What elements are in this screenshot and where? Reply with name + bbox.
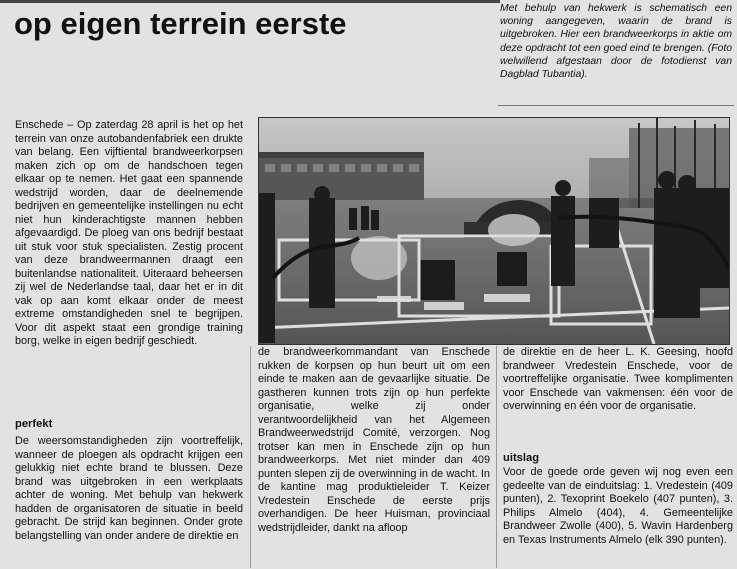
headline: op eigen terrein eerste — [14, 6, 347, 41]
column-divider — [496, 346, 497, 568]
article-photo — [258, 117, 730, 345]
column-2-paragraph: de brandweerkommandant van Enschede rukken de korpsen op hun beurt uit om een einde te maken aan de gevaarlijke situatie. De gastheren kunnen trots zijn op hun perfekte organisatie, welke zij onder verantwoordelijkheid van het Algemeen Brandweerwedstrijd Comité, verzorgen. Nog trotser kan men in Enschede zijn op hun brandweerkorps. Met niet minder dan 409 punten slepen zij de overwinning in de wacht. In de kantine mag produktieleider T. Keizer Vredestein Enschede de eerste prijs overhandigen. De heer Huisman, provinciaal wedstrijdleider, dankt na afloop — [258, 346, 490, 534]
perfekt-paragraph: De weersomstandigheden zijn voortreffelijk, wanneer de ploegen als opdracht krijgen een gelukkig niet echte brand te blussen. Deze brand was uitgebroken in een werkplaats achter de woning. Met behulp van hekwerk hadden de organisatoren de situatie in beeld gebracht. De strijd kan beginnen. Onder grote belangstelling van onder andere de direktie en — [15, 435, 243, 542]
top-rule — [0, 0, 500, 3]
firefighters-photo — [259, 118, 729, 344]
column-3-uitslag — [503, 466, 733, 547]
subhead-perfekt: perfekt — [15, 418, 53, 430]
intro-paragraph: Enschede – Op zaterdag 28 april is het op het terrein van onze autobandenfabriek een drukte van belang. Een vijftiental brandweerkorpsen maken zich op om de handschoen tegen elkaar op te nemen. Het gaat een spannende wedstrijd worden, daar de deelnemende bedrijven en gemeentelijke instellingen nu echt niet hun kinderachtigste mannen hebben afgevaardigd. De ploeg van ons bedrijf bestaat uit stuk voor stuk specialisten. Zestig procent van deze brandweermannen draagt een buitenlandse nationaliteit. Uiteraard beheersen zij wel de Nederlandse taal, daar het er in dit vak op aan komt elkaar onder de meest extreme omstandigheden snel te begrijpen. Voor dit aspekt staat een grondige training borg, welke in eigen bedrijf geschiedt. — [15, 119, 243, 347]
column-3-paragraph: de direktie en de heer L. K. Geesing, hoofd brandweer Vredestein Enschede, voor de voortreffelijke organisatie. Twee komplimenten voor Enschede van vakmensen: één voor de overwinning en één voor de organisatie. — [503, 346, 733, 412]
column-1-intro — [15, 119, 243, 349]
caption-rule — [498, 105, 734, 106]
column-1-perfekt — [15, 435, 243, 543]
column-3 — [503, 346, 733, 414]
uitslag-paragraph: Voor de goede orde geven wij nog even een gedeelte van de einduitslag: 1. Vredestein (409 punten), 2. Texoprint Boekelo (407 punten), 3. Philips Almelo (404), 4. Gemeentelijke Brandweer Zwolle (400), 5. Wavin Hardenberg en Texas Instruments Almelo (elk 390 punten). — [503, 466, 733, 546]
column-2 — [258, 346, 490, 535]
column-divider — [250, 346, 251, 568]
photo-caption: Met behulp van hekwerk is schematisch een woning aangegeven, waarin de brand is uitgebroken. Hier een brandweerkorps in aktie om deze opdracht tot een goed eind te brengen. (Foto welwillend afgestaan door de fotodienst van Dagblad Tubantia). — [500, 3, 732, 81]
subhead-uitslag: uitslag — [503, 452, 540, 464]
